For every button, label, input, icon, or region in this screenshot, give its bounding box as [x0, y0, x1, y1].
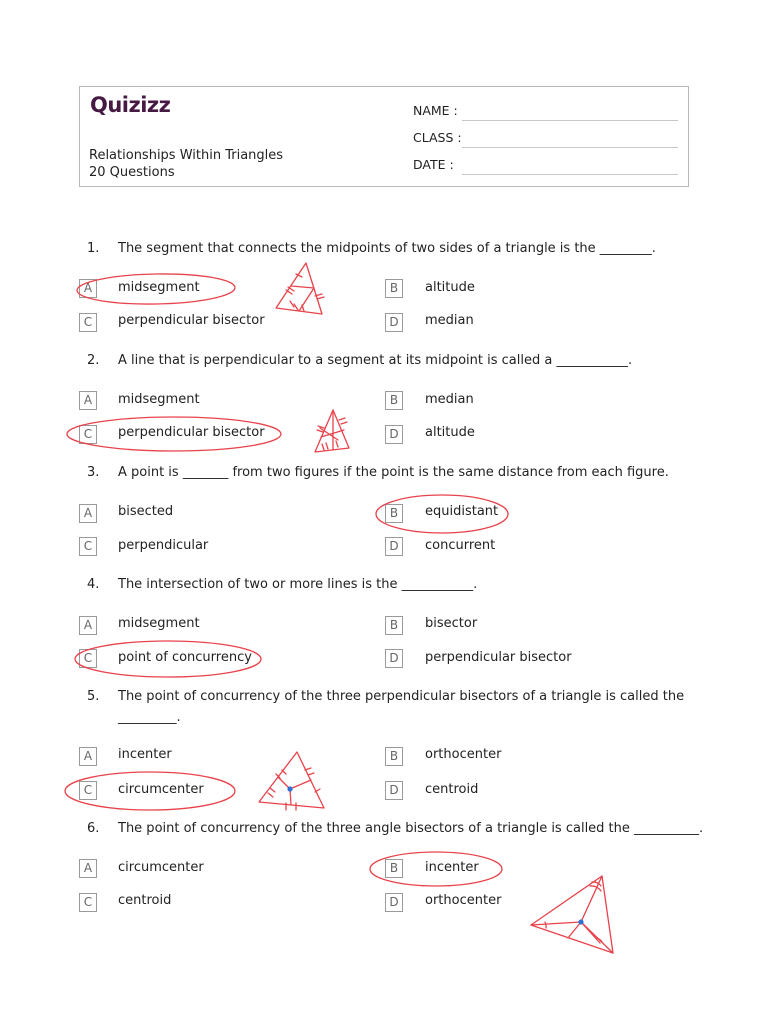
option-b-text[interactable]: bisector — [425, 616, 478, 631]
name-label: NAME : — [413, 103, 458, 118]
option-c-text[interactable]: centroid — [118, 893, 172, 908]
option-c-box[interactable]: C — [79, 649, 97, 668]
option-d-text[interactable]: perpendicular bisector — [425, 650, 572, 665]
option-a-box[interactable]: A — [79, 391, 97, 410]
incenter-triangle-sketch — [531, 876, 613, 953]
worksheet-header — [79, 86, 689, 187]
date-label: DATE : — [413, 157, 454, 172]
midsegment-triangle-sketch — [276, 263, 324, 314]
perpendicular-bisector-triangle-sketch — [315, 410, 349, 452]
option-c-box[interactable]: C — [79, 313, 97, 332]
option-b-text[interactable]: orthocenter — [425, 747, 502, 762]
quizizz-logo: Quizizz — [90, 93, 171, 117]
option-a-text[interactable]: midsegment — [118, 616, 200, 631]
question-text: A point is _______ from two figures if the point is the same distance from each figure. — [118, 465, 669, 480]
option-a-box[interactable]: A — [79, 279, 97, 298]
question-text: The segment that connects the midpoints of two sides of a triangle is the ________. — [118, 241, 656, 256]
option-a-box[interactable]: A — [79, 504, 97, 523]
option-a-box[interactable]: A — [79, 616, 97, 635]
question-text: The intersection of two or more lines is the ___________. — [118, 577, 478, 592]
option-a-box[interactable]: A — [79, 747, 97, 766]
option-d-text[interactable]: median — [425, 313, 474, 328]
option-c-box[interactable]: C — [79, 781, 97, 800]
circumcenter-triangle-sketch — [259, 752, 324, 810]
option-c-box[interactable]: C — [79, 425, 97, 444]
option-b-text[interactable]: altitude — [425, 280, 475, 295]
option-d-text[interactable]: altitude — [425, 425, 475, 440]
circumcenter-point — [287, 786, 292, 791]
option-d-box[interactable]: D — [385, 649, 403, 668]
date-field[interactable] — [462, 174, 678, 175]
option-c-text[interactable]: circumcenter — [118, 782, 204, 797]
class-field[interactable] — [462, 147, 678, 148]
question-count: 20 Questions — [89, 165, 175, 180]
option-c-text[interactable]: perpendicular bisector — [118, 313, 265, 328]
option-d-box[interactable]: D — [385, 781, 403, 800]
question-text: The point of concurrency of the three perpendicular bisectors of a triangle is called the — [118, 689, 685, 704]
option-d-text[interactable]: concurrent — [425, 538, 496, 553]
option-b-box[interactable]: B — [385, 391, 403, 410]
question-text-continued: _________. — [118, 710, 181, 725]
option-d-text[interactable]: centroid — [425, 782, 479, 797]
option-a-text[interactable]: bisected — [118, 504, 174, 519]
question-number: 1. — [87, 241, 100, 256]
incenter-point — [578, 919, 583, 924]
worksheet-title: Relationships Within Triangles — [89, 148, 284, 163]
option-d-box[interactable]: D — [385, 313, 403, 332]
option-c-box[interactable]: C — [79, 537, 97, 556]
question-number: 2. — [87, 353, 100, 368]
option-a-text[interactable]: incenter — [118, 747, 172, 762]
option-a-text[interactable]: midsegment — [118, 280, 200, 295]
option-b-box[interactable]: B — [385, 504, 403, 523]
question-text: A line that is perpendicular to a segment at its midpoint is called a ___________. — [118, 353, 633, 368]
name-field[interactable] — [462, 120, 678, 121]
option-b-box[interactable]: B — [385, 859, 403, 878]
option-c-box[interactable]: C — [79, 893, 97, 912]
option-d-text[interactable]: orthocenter — [425, 893, 502, 908]
option-b-text[interactable]: median — [425, 392, 474, 407]
question-number: 3. — [87, 465, 100, 480]
option-d-box[interactable]: D — [385, 537, 403, 556]
question-number: 4. — [87, 577, 100, 592]
question-number: 5. — [87, 689, 100, 704]
question-text: The point of concurrency of the three angle bisectors of a triangle is called the __________. — [118, 821, 704, 836]
option-a-box[interactable]: A — [79, 859, 97, 878]
option-b-box[interactable]: B — [385, 279, 403, 298]
option-d-box[interactable]: D — [385, 425, 403, 444]
option-d-box[interactable]: D — [385, 893, 403, 912]
question-number: 6. — [87, 821, 100, 836]
option-b-box[interactable]: B — [385, 616, 403, 635]
option-b-text[interactable]: equidistant — [425, 504, 499, 519]
option-a-text[interactable]: circumcenter — [118, 860, 204, 875]
option-b-box[interactable]: B — [385, 747, 403, 766]
option-c-text[interactable]: perpendicular — [118, 538, 209, 553]
class-label: CLASS : — [413, 130, 462, 145]
option-c-text[interactable]: perpendicular bisector — [118, 425, 265, 440]
option-b-text[interactable]: incenter — [425, 860, 479, 875]
option-c-text[interactable]: point of concurrency — [118, 650, 252, 665]
option-a-text[interactable]: midsegment — [118, 392, 200, 407]
